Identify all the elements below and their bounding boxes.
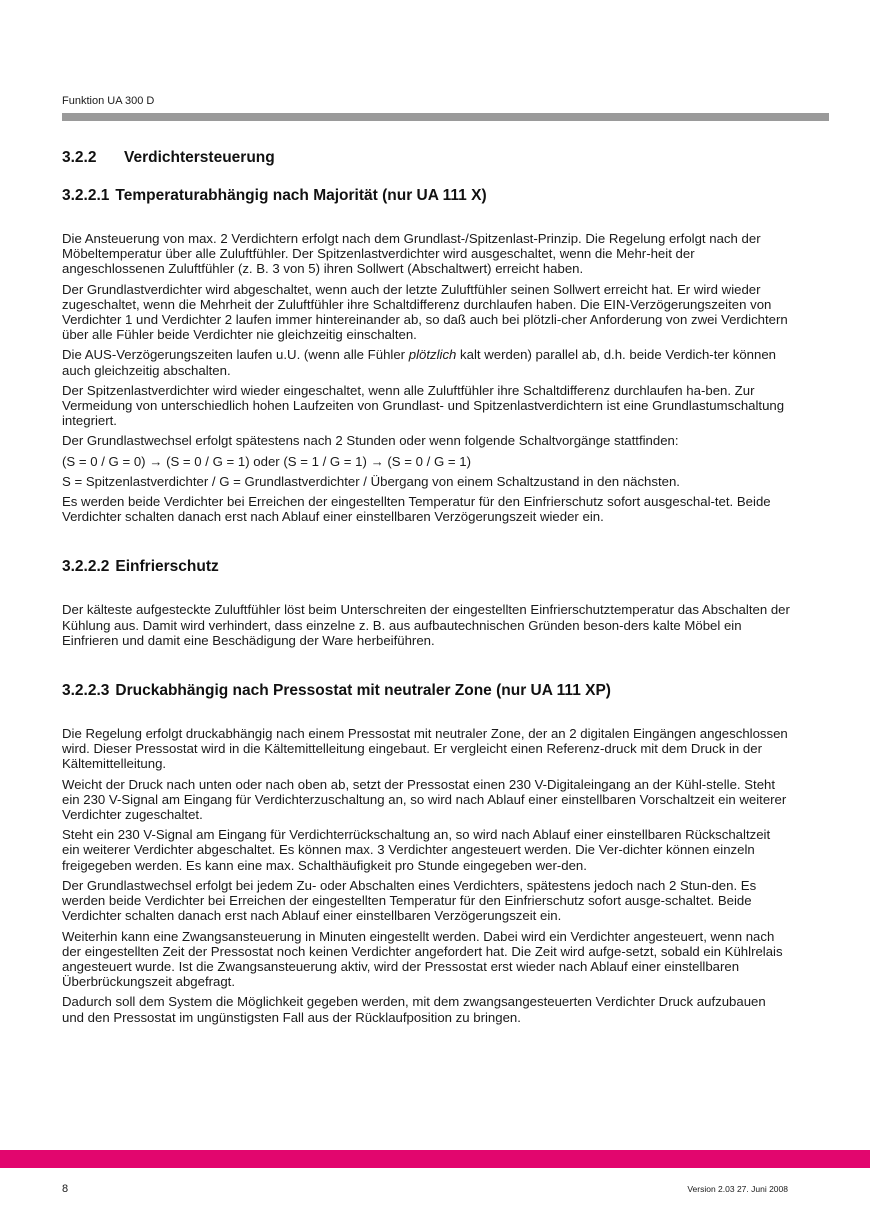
paragraph: Die Regelung erfolgt druckabhängig nach einem Pressostat mit neutraler Zone, der an 2 digitalen Eingängen angeschlossen wird. Dieser Pressostat wird in die Kältemittelleitung eingebaut. Er vergleicht einen Referenz-druck mit dem Druck in der Kältemittelleitung. — [62, 726, 788, 772]
section-title: Verdichtersteuerung — [124, 149, 275, 166]
subsection-heading-freeze-protection — [62, 557, 790, 577]
footer-accent-bar — [0, 1150, 870, 1168]
subsection-title: Temperaturabhängig nach Majorität (nur UA 111 X) — [115, 187, 487, 204]
paragraph: Es werden beide Verdichter bei Erreichen der eingestellten Temperatur für den Einfrierschutz sofort ausgeschal-tet. Beide Verdichter schalten danach erst nach Ablauf einer einstellbaren Verzögerungszeit wieder ein. — [62, 494, 771, 525]
paragraph: Der Spitzenlastverdichter wird wieder eingeschaltet, wenn alle Zuluftfühler ihre Schaltdifferenz durchlaufen ha-ben. Zur Vermeidung von unterschiedlich hohen Laufzeiten von Grundlast- und Spitzenlastverdichtern ist eine Grundlastumschaltung integriert. — [62, 382, 785, 429]
subsection-number: 3.2.2.2 — [62, 558, 110, 576]
paragraph: Die Ansteuerung von max. 2 Verdichtern erfolgt nach dem Grundlast-/Spitzenlast-Prinzip. Die Regelung erfolgt nach der Möbeltemperatur über alle Zuluftfühler. Der Spitzenlastverdichter wird ausgeschaltet, wenn die Mehr-heit der angeschlossenen Zuluftfühler (z. B. 3 von 5) ihren Sollwert (Abschaltwert) erreicht haben. — [62, 231, 761, 277]
paragraph: Der kälteste aufgesteckte Zuluftfühler löst beim Unterschreiten der eingestellten Einfrierschutztemperatur das Abschalten der Kühlung aus. Damit wird verhindert, dass einzelne z. B. aus aufbautechnischen Gründen beson-ders kalte Möbel ein Einfrieren und damit eine Beschädigung der Ware herbeiführen. — [62, 602, 790, 648]
page-content — [62, 148, 790, 1030]
section-heading — [62, 148, 790, 168]
header-divider-bar — [62, 113, 829, 121]
version-info: Version 2.03 27. Juni 2008 — [687, 1184, 788, 1194]
paragraph: Der Grundlastverdichter wird abgeschaltet, wenn auch der letzte Zuluftfühler seinen Sollwert erreicht hat. Er wird wieder zugeschaltet, wenn die Mehrheit der Zuluftfühler ihre Schaltdifferenz durchlaufen haben. Die EIN-Verzögerungszeiten von Verdichter 1 und Verdichter 2 laufen immer hintereinander ab, so daß auch bei plötzli-cher Anforderung von zwei Verdichtern über alle Fühler beide Verdichter nie gleichzeitig einschalten. — [62, 281, 788, 343]
page-number: 8 — [62, 1183, 69, 1195]
paragraph: Weiterhin kann eine Zwangsansteuerung in Minuten eingestellt werden. Dabei wird ein Verdichter angesteuert, wenn nach der eingestellten Zeit der Pressostat noch keinen Verdichter angefordert hat. Die Zeit wird aufge-setzt, sobald ein Kühlrelais angesteuert wurde. Ist die Zwangsansteuerung aktiv, wird der Pressostat erst wieder nach Ablauf einer einstellbaren Überbrückungszeit abgefragt. — [62, 928, 783, 990]
paragraph-text: kalt werden) parallel ab, d.h. beide Verdich-ter können auch gleichzeitig abschalten. — [62, 347, 777, 378]
subsection-title: Druckabhängig nach Pressostat mit neutraler Zone (nur UA 111 XP) — [115, 682, 611, 700]
document-header-title: Funktion UA 300 D — [62, 95, 155, 107]
subsection-heading-pressostat — [62, 681, 790, 701]
paragraph — [62, 347, 790, 377]
paragraph: Dadurch soll dem System die Möglichkeit gegeben werden, mit dem zwangsangesteuerten Verdichter Druck aufzubauen und den Pressostat im ungünstigsten Fall aus der Rücklaufposition zu bringen. — [62, 994, 766, 1025]
paragraph: Der Grundlastwechsel erfolgt spätestens nach 2 Stunden oder wenn folgende Schaltvorgänge stattfinden: — [62, 433, 679, 449]
emphasis-text: plötzlich — [408, 347, 457, 363]
subsection-heading-majority — [62, 186, 790, 206]
subsection-number: 3.2.2.1 — [62, 187, 110, 204]
paragraph: Steht ein 230 V-Signal am Eingang für Verdichterrückschaltung an, so wird nach Ablauf einer einstellbaren Rückschaltzeit ein weiterer Verdichter abgeschaltet. Es können max. 3 Verdichter angesteuert werden. Die Ver-dichter können einzeln freigegeben werden. Es kann eine max. Schalthäufigkeit pro Stunde eingegeben wer-den. — [62, 827, 771, 873]
switching-sequence: (S = 0 / G = 0) → (S = 0 / G = 1) oder (S = 1 / G = 1) → (S = 0 / G = 1) — [62, 453, 471, 469]
section-number: 3.2.2 — [62, 149, 97, 166]
subsection-title: Einfrierschutz — [115, 558, 219, 576]
paragraph: Der Grundlastwechsel erfolgt bei jedem Zu- oder Abschalten eines Verdichters, spätestens jedoch nach 2 Stun-den. Es werden beide Verdichter bei Erreichen der eingestellten Temperatur für den Einfrierschutz sofort ausge-schaltet. Beide Verdichter schalten danach erst nach Ablauf einer einstellbaren Verzögerungszeit ein. — [62, 877, 757, 924]
paragraph: Weicht der Druck nach unten oder nach oben ab, setzt der Pressostat einen 230 V-Digitaleingang an der Kühl-stelle. Steht ein 230 V-Signal am Eingang für Verdichterzuschaltung an, so wird nach Ablauf einer einstellbaren Vorschaltzeit ein weiterer Verdichter zugeschaltet. — [62, 776, 787, 823]
paragraph-text: Die AUS-Verzögerungszeiten laufen u.U. (wenn alle Fühler — [62, 347, 409, 363]
legend-line: S = Spitzenlastverdichter / G = Grundlastverdichter / Übergang von einem Schaltzustand in den nächsten. — [62, 473, 680, 489]
subsection-number: 3.2.2.3 — [62, 682, 110, 700]
